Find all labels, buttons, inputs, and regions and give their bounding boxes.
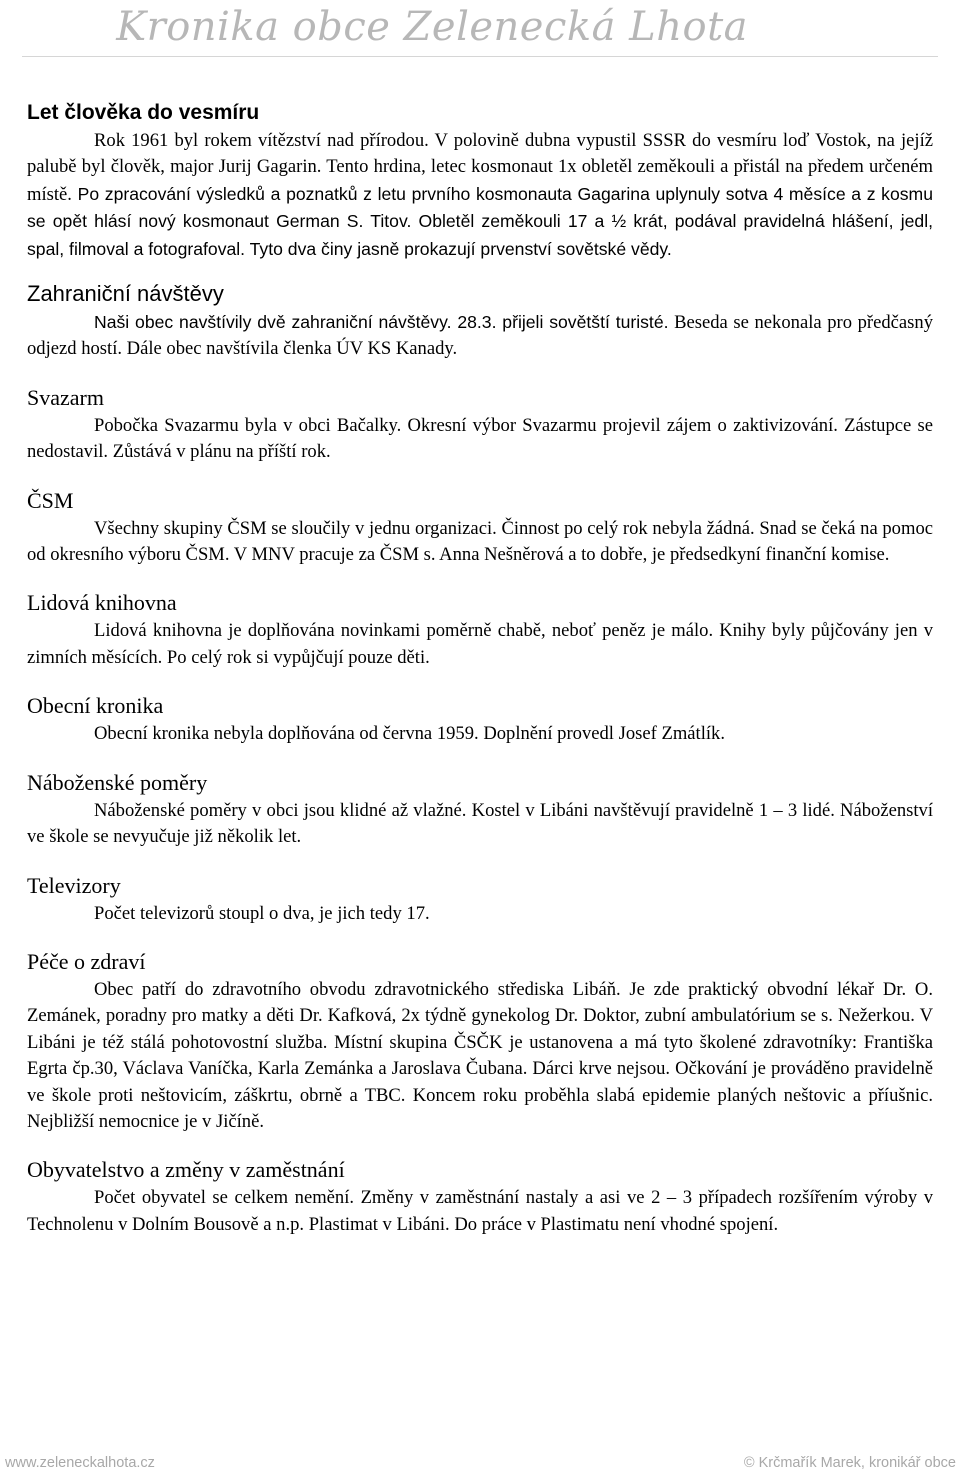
paragraph-serif-part: Beseda se nekonala pro předčasný odjezd hostí. Dále obec navštívila členka ÚV KS Kanady.: [27, 312, 933, 360]
paragraph-sans-part: Po zpracování výsledků a poznatků z letu prvního kosmonauta Gagarina uplynuly sotva 4 měsíce a z kosmu se opět hlásí nový kosmonaut German S. Titov. Obletěl zeměkouli 17 a ½ krát, podával pravidelná hlášení, jedl, spal, filmoval a fotografoval. Tyto dva činy jasně prokazují prvenství sovětské vědy.: [27, 183, 933, 259]
section-paragraph: [27, 309, 933, 363]
section-paragraph: Obecní kronika nebyla doplňována od června 1959. Doplnění provedl Josef Zmátlík.: [94, 723, 725, 745]
paragraph-sans-part: Naši obec navštívily dvě zahraniční návštěvy. 28.3. přijeli sovětští turisté.: [94, 312, 669, 333]
section-heading: Lidová knihovna: [27, 590, 177, 616]
page-footer: [0, 1452, 960, 1476]
section-heading: Televizory: [27, 872, 121, 898]
section-paragraph: Obec patří do zdravotního obvodu zdravotnického střediska Libáň. Je zde praktický obvodní lékař Dr. O. Zemánek, poradny pro matky a děti Dr. Kafková, 2x týdně gynekolog Dr. Doktor, zubní ambulatórium se s. Nežerkou. V Libáni je též stálá pohotovostní služba. Místní skupina ČSČK je ustanovena a má tyto školené zdravotníky: Františka Egrta čp.30, Václava Vaníčka, Karla Zemánka a Jaroslava Čubana. Dárci krve nejsou. Očkování je prováděno pravidelně ve škole proti neštovicím, záškrtu, obrně a TBC. Koncem roku proběhla slabá epidemie planých neštovic a příušnic. Nejbližší nemocnice je v Jičíně.: [27, 978, 933, 1132]
footer-author: © Krčmařík Marek, kronikář obce: [743, 1455, 956, 1471]
section-health-care: [27, 947, 933, 1135]
section-heading: Obecní kronika: [27, 693, 164, 719]
section-heading: Zahraniční návštěvy: [27, 281, 224, 307]
section-heading: Let člověka do vesmíru: [27, 101, 260, 124]
page-header: [0, 0, 960, 78]
section-heading: ČSM: [27, 487, 74, 513]
chronicle-content: [27, 98, 933, 1238]
section-foreign-visits: [27, 279, 933, 363]
section-heading: Svazarm: [27, 384, 104, 410]
chronicle-title: Kronika obce Zelenecká Lhota: [116, 4, 748, 50]
section-religion: [27, 768, 933, 851]
section-paragraph: Počet obyvatel se celkem nemění. Změny v zaměstnání nastaly a asi ve 2 – 3 případech rozšířením výroby v Technolenu v Dolním Bousově a n.p. Plastimat v Libáni. Do práce v Plastimatu není vhodné spojení.: [27, 1187, 933, 1235]
header-divider: [22, 56, 938, 57]
section-library: [27, 588, 933, 671]
section-heading: Obyvatelstvo a změny v zaměstnání: [27, 1157, 345, 1183]
footer-website: www.zeleneckalhota.cz: [5, 1455, 155, 1471]
section-paragraph: Počet televizorů stoupl o dva, je jich tedy 17.: [94, 902, 430, 924]
section-paragraph: Lidová knihovna je doplňována novinkami poměrně chabě, neboť peněz je málo. Knihy byly půjčovány jen v zimních měsících. Po celý rok si vypůjčují pouze děti.: [27, 620, 933, 668]
section-space-flight: [27, 98, 933, 263]
section-paragraph: Náboženské poměry v obci jsou klidné až vlažné. Kostel v Libáni navštěvují pravidelně 1 – 3 lidé. Náboženství ve škole se nevyučuje již několik let.: [27, 799, 933, 848]
section-municipal-chronicle: [27, 691, 933, 747]
section-televisions: [27, 871, 933, 927]
section-population-employment: [27, 1155, 933, 1238]
section-paragraph: [27, 128, 933, 263]
section-svazarm: [27, 383, 933, 466]
section-heading: Péče o zdraví: [27, 948, 146, 974]
paragraph-serif-part: Rok 1961 byl rokem vítězství nad přírodou. V polovině dubna vypustil SSSR do vesmíru loď Vostok, na jejíž palubě byl člověk, major Jurij Gagarin. Tento hrdina, letec kosmonaut 1x obletěl zeměkouli a přistál na předem určeném místě.: [27, 130, 933, 205]
section-paragraph: Pobočka Svazarmu byla v obci Bačalky. Okresní výbor Svazarmu projevil zájem o zaktivizování. Zástupce se nedostavil. Zůstává v plánu na příští rok.: [27, 414, 933, 463]
section-csm: [27, 486, 933, 569]
section-heading: Náboženské poměry: [27, 769, 208, 795]
section-paragraph: Všechny skupiny ČSM se sloučily v jednu organizaci. Činnost po celý rok nebyla žádná. Snad se čeká na pomoc od okresního výboru ČSM. V MNV pracuje za ČSM s. Anna Nešněrová a to dobře, je předsedkyní finanční komise.: [27, 517, 933, 566]
